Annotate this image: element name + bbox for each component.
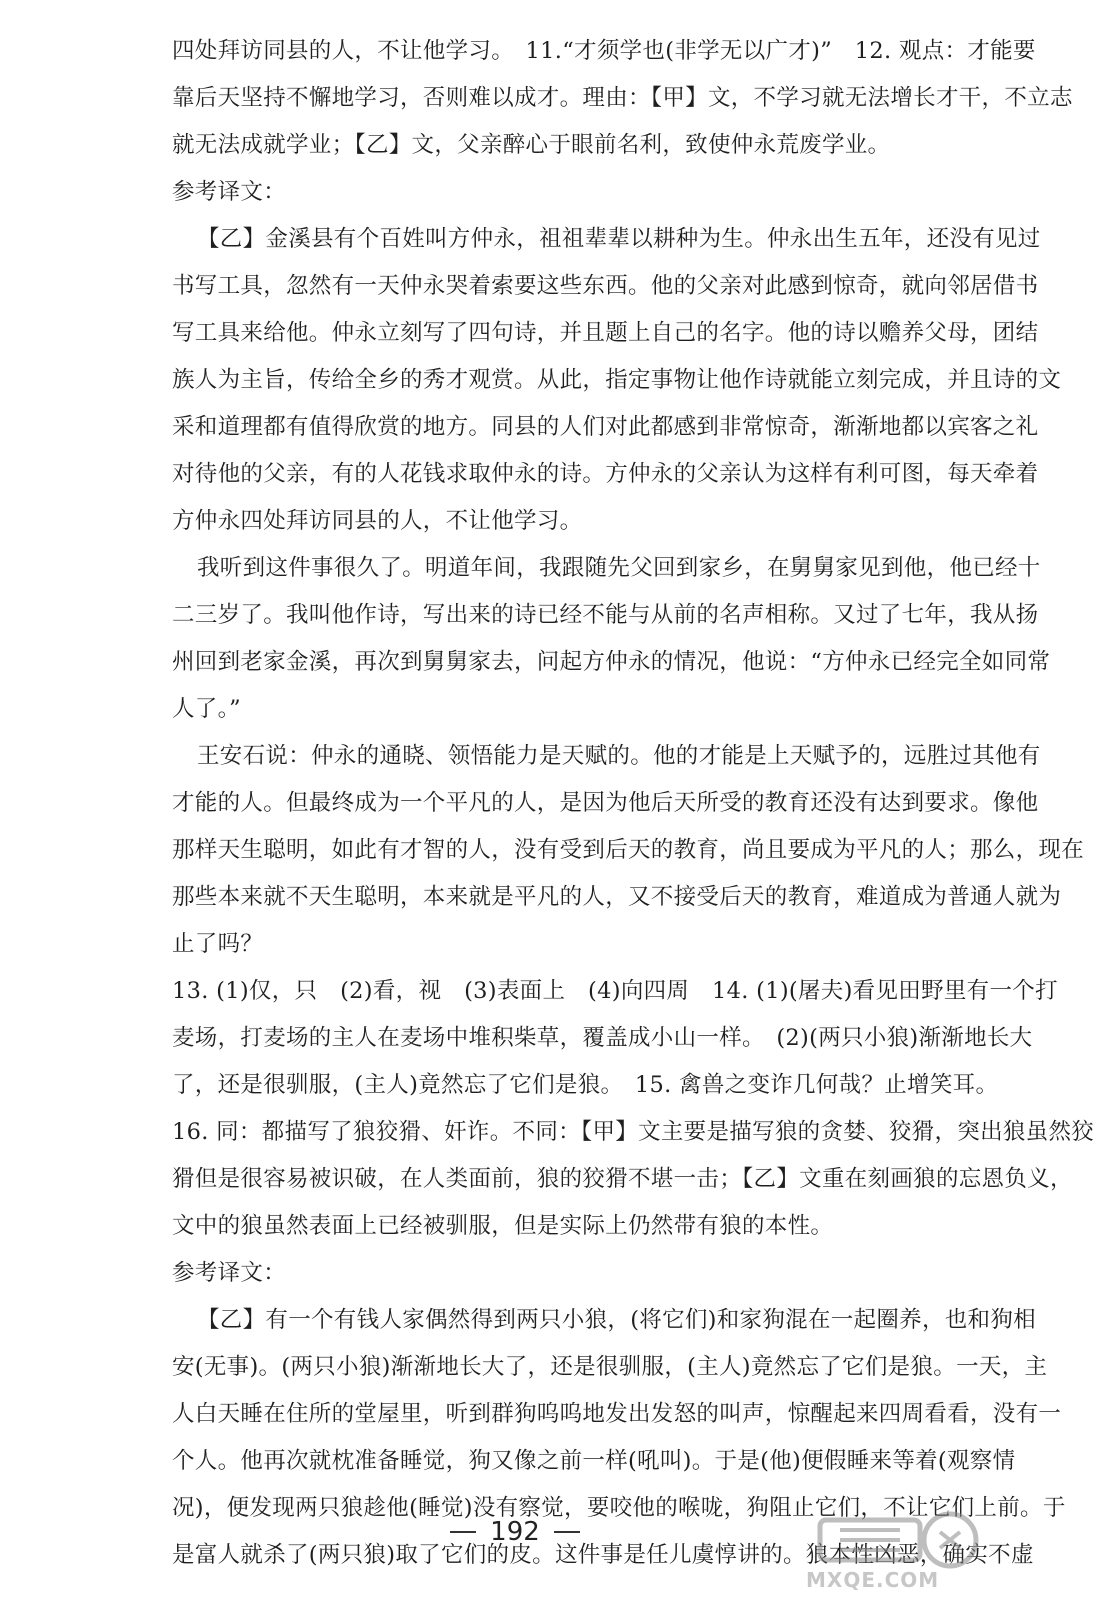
footer-dash-right — [554, 1531, 580, 1533]
text-line: 【乙】有一个有钱人家偶然得到两只小狼，(将它们)和家狗混在一起圈养，也和狗相 — [197, 1307, 1036, 1333]
text-line: 对待他的父亲，有的人花钱求取仲永的诗。方仲永的父亲认为这样有利可图，每天牵着 — [172, 461, 1039, 487]
text-line: 州回到老家金溪，再次到舅舅家去，问起方仲永的情况，他说：“方仲永已经完全如同常 — [172, 649, 1051, 675]
text-line: 况)，便发现两只狼趁他(睡觉)没有察觉，要咬他的喉咙，狗阻止它们，不让它们上前。于 — [172, 1495, 1066, 1521]
text-line: 16. 同：都描写了狼狡猾、奸诈。不同：【甲】文主要是描写狼的贪婪、狡猾，突出狼虽然狡 — [172, 1119, 1094, 1145]
text-line: 王安石说：仲永的通晓、领悟能力是天赋的。他的才能是上天赋予的，远胜过其他有 — [197, 743, 1041, 769]
text-line: 那样天生聪明，如此有才智的人，没有受到后天的教育，尚且要成为平凡的人；那么，现在 — [172, 837, 1085, 863]
text-line: 是富人就杀了(两只狼)取了它们的皮。这件事是任儿虞惇讲的。狼本性凶恶，确实不虚 — [172, 1542, 1034, 1568]
page-footer — [440, 1512, 590, 1552]
text-line: 人了。” — [172, 696, 241, 722]
text-line: 安(无事)。(两只小狼)渐渐地长大了，还是很驯服，(主人)竟然忘了它们是狼。一天，主 — [172, 1354, 1048, 1380]
watermark-text: MXQE.COM — [806, 1568, 940, 1592]
footer-dash-left — [450, 1531, 476, 1533]
text-line: 止了吗？ — [172, 931, 264, 957]
watermark-logo-icon — [800, 1510, 990, 1570]
text-line: 书写工具，忽然有一天仲永哭着索要这些东西。他的父亲对此感到惊奇，就向邻居借书 — [172, 273, 1039, 299]
text-line: 13. (1)仅，只 (2)看，视 (3)表面上 (4)向四周 14. (1)(屠夫)看见田野里有一个打 — [172, 978, 1058, 1004]
text-line: 了，还是很驯服，(主人)竟然忘了它们是狼。 15. 禽兽之变诈几何哉？止增笑耳。 — [172, 1072, 999, 1098]
text-line: 方仲永四处拜访同县的人，不让他学习。 — [172, 508, 583, 534]
text-line: 我听到这件事很久了。明道年间，我跟随先父回到家乡，在舅舅家见到他，他已经十 — [197, 555, 1041, 581]
text-line: 二三岁了。我叫他作诗，写出来的诗已经不能与从前的名声相称。又过了七年，我从扬 — [172, 602, 1039, 628]
text-line: 就无法成就学业；【乙】文，父亲醉心于眼前名利，致使仲永荒废学业。 — [172, 132, 891, 158]
site-watermark — [800, 1510, 990, 1595]
text-line: 个人。他再次就枕准备睡觉，狗又像之前一样(吼叫)。于是(他)便假睡来等着(观察情 — [172, 1448, 1016, 1474]
text-line: 才能的人。但最终成为一个平凡的人，是因为他后天所受的教育还没有达到要求。像他 — [172, 790, 1039, 816]
text-line: 采和道理都有值得欣赏的地方。同县的人们对此都感到非常惊奇，渐渐地都以宾客之礼 — [172, 414, 1039, 440]
text-line: 写工具来给他。仲永立刻写了四句诗，并且题上自己的名字。他的诗以赡养父母，团结 — [172, 320, 1039, 346]
text-line: 人白天睡在住所的堂屋里，听到群狗呜呜地发出发怒的叫声，惊醒起来四周看看，没有一 — [172, 1401, 1062, 1427]
text-line: 【乙】金溪县有个百姓叫方仲永，祖祖辈辈以耕种为生。仲永出生五年，还没有见过 — [197, 226, 1041, 252]
text-line: 麦场，打麦场的主人在麦场中堆积柴草，覆盖成小山一样。 (2)(两只小狼)渐渐地长大 — [172, 1025, 1033, 1051]
text-line: 猾但是很容易被识破，在人类面前，狼的狡猾不堪一击；【乙】文重在刻画狼的忘恩负义， — [172, 1166, 1073, 1192]
text-line: 靠后天坚持不懈地学习，否则难以成才。理由：【甲】文，不学习就无法增长才干，不立志 — [172, 85, 1073, 111]
text-line: 族人为主旨，传给全乡的秀才观赏。从此，指定事物让他作诗就能立刻完成，并且诗的文 — [172, 367, 1062, 393]
text-line: 参考译文： — [172, 179, 287, 205]
page-number: 192 — [490, 1517, 540, 1547]
text-line: 四处拜访同县的人，不让他学习。 11.“才须学也(非学无以广才)” 12. 观点：才能要 — [172, 38, 1036, 64]
text-line: 参考译文： — [172, 1260, 287, 1286]
text-line: 文中的狼虽然表面上已经被驯服，但是实际上仍然带有狼的本性。 — [172, 1213, 834, 1239]
text-line: 那些本来就不天生聪明，本来就是平凡的人，又不接受后天的教育，难道成为普通人就为 — [172, 884, 1062, 910]
